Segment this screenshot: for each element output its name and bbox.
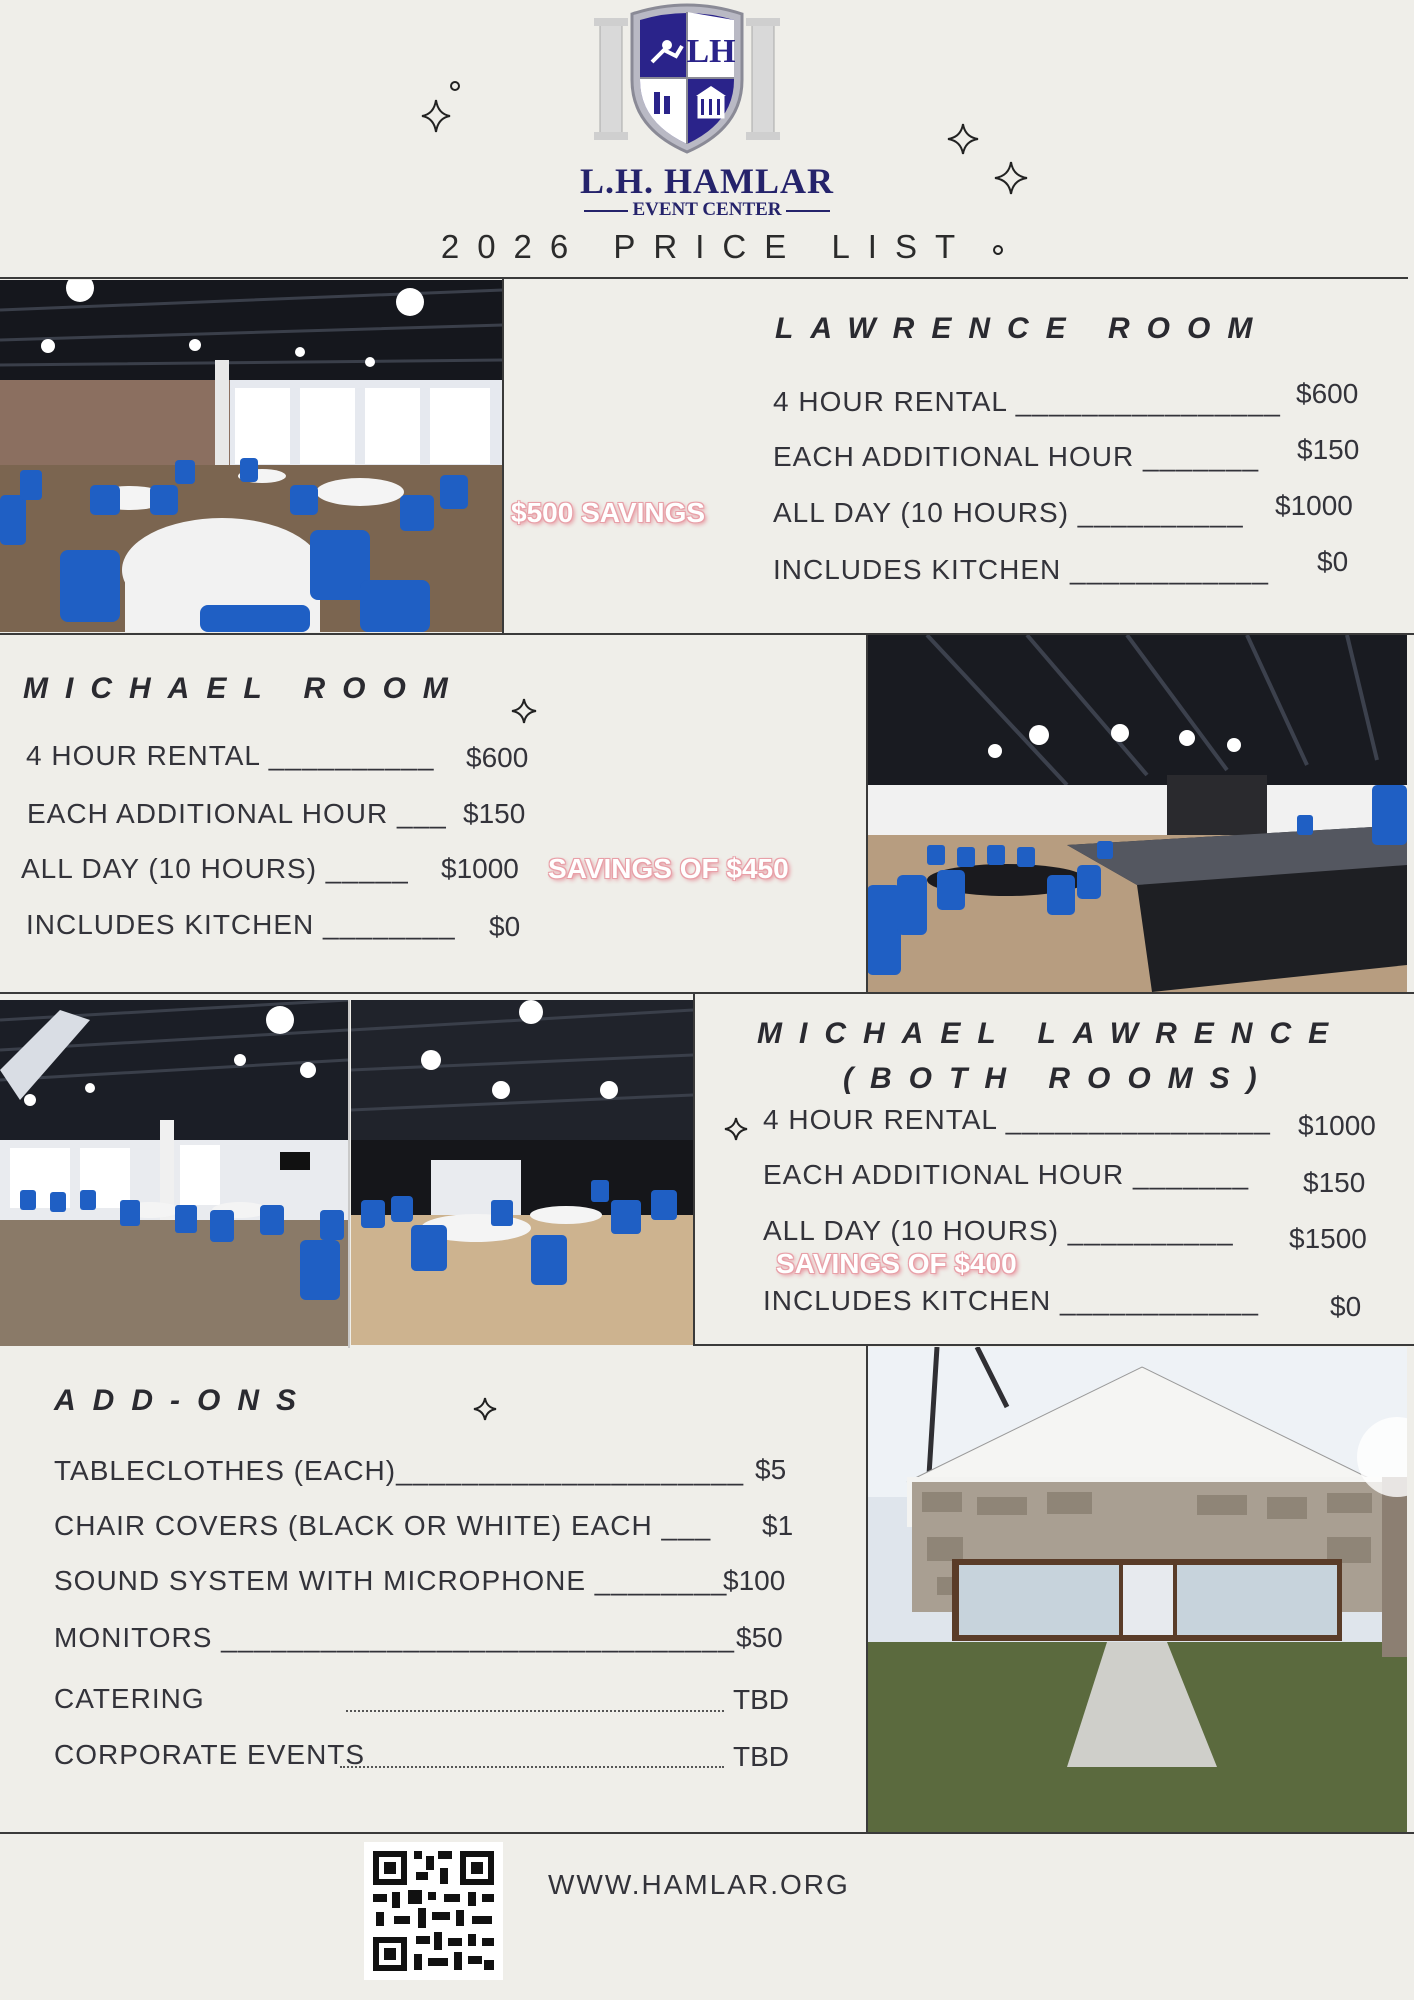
sparkle-icon (472, 1396, 498, 1422)
qr-code-icon[interactable] (364, 1842, 503, 1980)
building-exterior-photo (867, 1347, 1407, 1832)
lawrence-room-title: LAWRENCE ROOM (775, 312, 1270, 345)
both-row-price: $150 (1303, 1167, 1366, 1198)
michael-row-price: $1000 (441, 853, 519, 884)
divider (0, 992, 1414, 994)
michael-room-title: MICHAEL ROOM (23, 672, 465, 705)
lawrence-row-label: ALL DAY (10 HOURS) __________ (773, 497, 1244, 528)
divider (0, 1832, 1414, 1834)
michael-row-label: EACH ADDITIONAL HOUR ___ (27, 798, 447, 829)
addon-row-label: SOUND SYSTEM WITH MICROPHONE ________ (54, 1565, 728, 1596)
divider (0, 277, 1408, 279)
divider (694, 1344, 1414, 1346)
dotted-leader (340, 1766, 724, 1768)
sparkle-icon (946, 122, 980, 156)
both-rooms-title-line2: (BOTH ROOMS) (843, 1062, 1274, 1095)
addon-row-price: $1 (762, 1510, 794, 1541)
lawrence-savings-badge: $500 SAVINGS (511, 497, 706, 528)
page-title: 2026 PRICE LIST (440, 228, 974, 265)
lawrence-row-price: $600 (1296, 378, 1359, 409)
lawrence-row-price: $1000 (1275, 490, 1353, 521)
addons-title: ADD-ONS (54, 1384, 313, 1417)
addon-row-price: TBD (733, 1741, 789, 1772)
website-link[interactable]: WWW.HAMLAR.ORG (548, 1869, 850, 1900)
divider (866, 634, 868, 994)
both-rooms-title-line1: MICHAEL LAWRENCE (757, 1017, 1346, 1050)
michael-row-price: $600 (466, 742, 529, 773)
lawrence-row-price: $150 (1297, 434, 1360, 465)
michael-savings-badge: SAVINGS OF $450 (548, 853, 789, 884)
divider (348, 1000, 350, 1348)
michael-row-label: ALL DAY (10 HOURS) _____ (21, 853, 409, 884)
both-row-price: $0 (1330, 1291, 1362, 1322)
addon-row-label: CORPORATE EVENTS (54, 1739, 366, 1770)
sparkle-icon (449, 80, 461, 92)
lawrence-room-photo (0, 280, 503, 632)
both-row-price: $1500 (1289, 1223, 1367, 1254)
addon-row-price: $100 (723, 1565, 786, 1596)
both-row-price: $1000 (1298, 1110, 1376, 1141)
sparkle-icon (723, 1116, 749, 1142)
sparkle-icon (510, 697, 538, 725)
addon-row-price: TBD (733, 1684, 789, 1715)
sparkle-icon (993, 160, 1029, 196)
addon-row-price: $5 (755, 1454, 787, 1485)
both-row-label: EACH ADDITIONAL HOUR _______ (763, 1159, 1250, 1190)
both-rooms-photo-2 (351, 1000, 693, 1345)
addon-row-label: CHAIR COVERS (BLACK OR WHITE) EACH ___ (54, 1510, 712, 1541)
sparkle-icon (420, 98, 452, 134)
dotted-leader (346, 1710, 724, 1712)
lawrence-row-label: INCLUDES KITCHEN ____________ (773, 554, 1269, 585)
both-savings-badge: SAVINGS OF $400 (776, 1248, 1017, 1279)
svg-text:LH: LH (686, 33, 736, 70)
lawrence-row-price: $0 (1317, 546, 1349, 577)
addon-row-label: MONITORS _______________________________ (54, 1622, 735, 1653)
addon-row-price: $50 (736, 1622, 783, 1653)
divider (866, 1346, 868, 1834)
divider (502, 278, 504, 634)
michael-row-label: 4 HOUR RENTAL __________ (26, 740, 435, 771)
brand-name: L.H. HAMLAR (580, 161, 834, 201)
michael-row-label: INCLUDES KITCHEN ________ (26, 909, 456, 940)
shield-logo-icon (592, 0, 782, 158)
brand-subtitle: EVENT CENTER (0, 199, 1414, 221)
both-row-label: ALL DAY (10 HOURS) __________ (763, 1215, 1234, 1246)
both-rooms-photo-1 (0, 1000, 348, 1346)
lawrence-row-label: 4 HOUR RENTAL ________________ (773, 386, 1281, 417)
both-row-label: 4 HOUR RENTAL ________________ (763, 1104, 1271, 1135)
divider (693, 994, 695, 1346)
michael-row-price: $0 (489, 911, 521, 942)
addon-row-label: TABLECLOTHES (EACH)_____________________ (54, 1455, 745, 1486)
michael-row-price: $150 (463, 798, 526, 829)
sparkle-icon (991, 243, 1005, 257)
michael-room-photo (867, 635, 1407, 992)
lawrence-row-label: EACH ADDITIONAL HOUR _______ (773, 441, 1260, 472)
addon-row-label: CATERING (54, 1683, 205, 1714)
both-row-label: INCLUDES KITCHEN ____________ (763, 1285, 1259, 1316)
